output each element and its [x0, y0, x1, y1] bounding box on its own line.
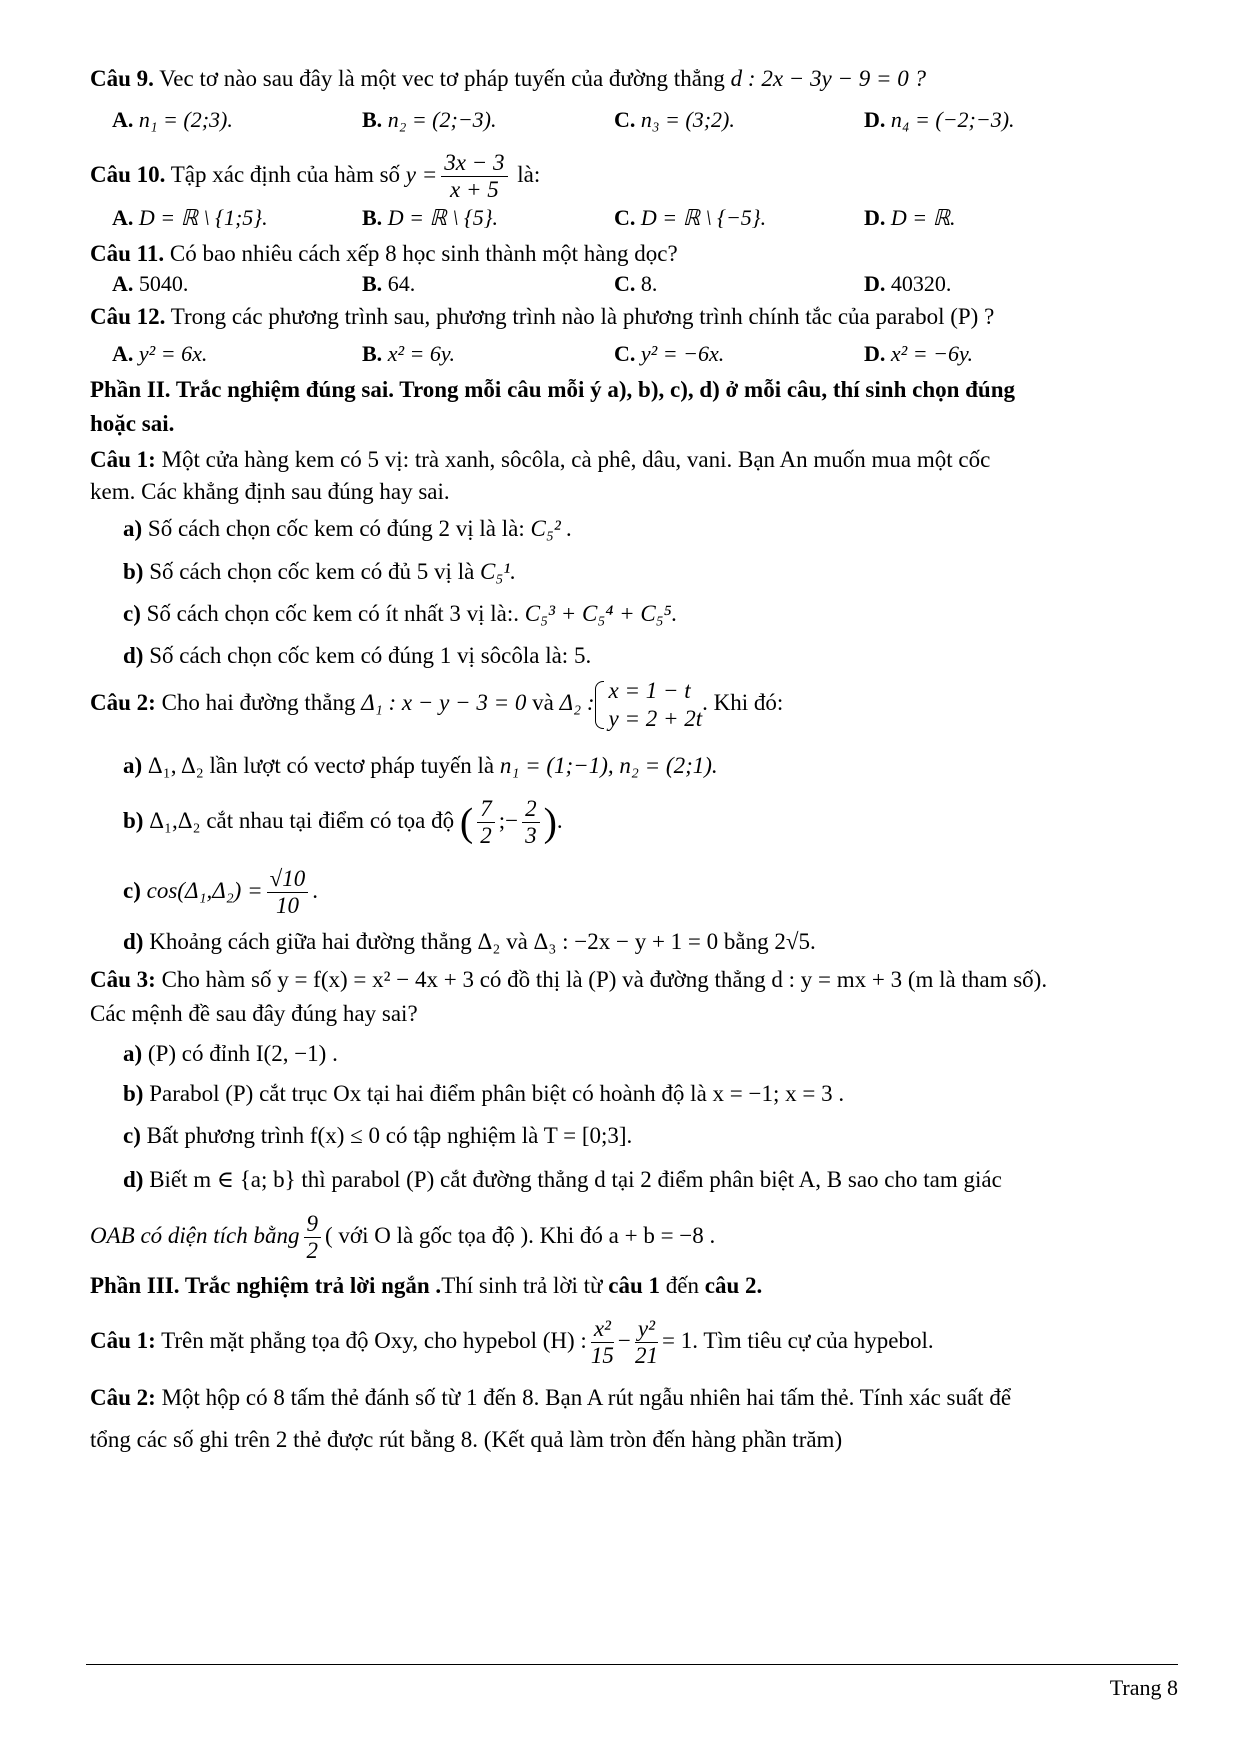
p2q1-a: a) Số cách chọn cốc kem có đúng 2 vị là là: C₅² . — [123, 516, 573, 541]
p2q3-d-cont: OAB có diện tích bằng $\frac{9}{2}$ ( với O là gốc tọa độ ). Khi đó a + b = −8 . — [90, 1211, 716, 1264]
q10-option-c: C. D = ℝ \ {−5}. — [614, 205, 767, 230]
p2q3-d: d) Biết m ∈ {a; b} thì parabol (P) cắt đường thẳng d tại 2 điểm phân biệt A, B sao cho tam giác — [123, 1167, 1002, 1192]
q10-stem: Câu 10. Tập xác định của hàm số y = $\frac{3x - 3}{x + 5}$ là: — [90, 150, 541, 203]
footer-divider — [86, 1664, 1178, 1665]
p2q3-stem-cont: Các mệnh đề sau đây đúng hay sai? — [90, 1001, 418, 1026]
p2q1-stem: Câu 1: Một cửa hàng kem có 5 vị: trà xanh, sôcôla, cà phê, dâu, vani. Bạn An muốn mua một cốc — [90, 447, 991, 472]
q10-fraction: $\frac{3x - 3}{x + 5}$ — [441, 150, 507, 203]
p3q2-stem: Câu 2: Một hộp có 8 tấm thẻ đánh số từ 1 đến 8. Bạn A rút ngẫu nhiên hai tấm thẻ. Tính xác suất để — [90, 1385, 1012, 1410]
q9-label: Câu 9. — [90, 66, 154, 91]
p2q3-c: c) Bất phương trình f(x) ≤ 0 có tập nghiệm là T = [0;3]. — [123, 1123, 633, 1148]
q9-stem: Câu 9. Vec tơ nào sau đây là một vec tơ pháp tuyến của đường thẳng d : 2x − 3y − 9 = 0 ? — [90, 66, 927, 91]
q10-option-b: B. D = ℝ \ {5}. — [362, 205, 499, 230]
p2q1-b: b) Số cách chọn cốc kem có đủ 5 vị là C₅¹. — [123, 559, 517, 584]
q9-option-b: B. n₂ = (2;−3). — [362, 107, 497, 132]
p2q2-stem: Câu 2: Cho hai đường thẳng Δ₁ : x − y − 3 = 0 và Δ₂ : x = 1 − t y = 2 + 2t . Khi đó: — [90, 677, 784, 731]
q12-option-b: B. x² = 6y. — [362, 341, 455, 366]
q9-option-a: A. n₁ = (2;3). — [112, 107, 233, 132]
q12-option-c: C. y² = −6x. — [614, 341, 725, 366]
q11-option-a: A. 5040. — [112, 271, 189, 296]
p2q3-b: b) Parabol (P) cắt trục Ox tại hai điểm phân biệt có hoành độ là x = −1; x = 3 . — [123, 1081, 845, 1106]
p3q2-stem-cont: tổng các số ghi trên 2 thẻ được rút bằng 8. (Kết quả làm tròn đến hàng phần trăm) — [90, 1427, 843, 1452]
part2-heading: Phần II. Trắc nghiệm đúng sai. Trong mỗi câu mỗi ý a), b), c), d) ở mỗi câu, thí sinh chọn đúng — [90, 377, 1016, 402]
p2q2-b: b) Δ₁,Δ₂ cắt nhau tại điểm có tọa độ ( $\frac{7}{2}$ ;− $\frac{2}{3}$ ). — [123, 796, 563, 849]
q11-option-c: C. 8. — [614, 271, 658, 296]
q11-option-d: D. 40320. — [864, 271, 952, 296]
q12-option-d: D. x² = −6y. — [864, 341, 973, 366]
p2q1-d: d) Số cách chọn cốc kem có đúng 1 vị sôcôla là: 5. — [123, 643, 592, 668]
q12-stem: Câu 12. Trong các phương trình sau, phương trình nào là phương trình chính tắc của parabol (P) ? — [90, 304, 995, 329]
p2q3-a: a) (P) có đỉnh I(2, −1) . — [123, 1041, 338, 1066]
p2q2-a: a) Δ₁, Δ₂ lần lượt có vectơ pháp tuyến là n₁ = (1;−1), n₂ = (2;1). — [123, 753, 718, 778]
page-number: Trang 8 — [1109, 1675, 1178, 1700]
q10-option-d: D. D = ℝ. — [864, 205, 956, 230]
part2-heading-cont: hoặc sai. — [90, 411, 175, 436]
p2q2-c: c) cos(Δ₁,Δ₂) = $\frac{√10}{10}$ . — [123, 866, 318, 919]
p2q3-stem: Câu 3: Cho hàm số y = f(x) = x² − 4x + 3 có đồ thị là (P) và đường thẳng d : y = mx + 3 (m là tham số). — [90, 967, 1048, 992]
p3q1-stem: Câu 1: Trên mặt phẳng tọa độ Oxy, cho hypebol (H) : $\frac{\text{x²}}{15}$ − $\frac{\text{y²}}{21}$ = 1. Tìm tiêu cự của hypebol. — [90, 1316, 934, 1369]
p2q2-system: x = 1 − t y = 2 + 2t — [595, 677, 703, 733]
p2q2-d: d) Khoảng cách giữa hai đường thẳng Δ₂ và Δ₃ : −2x − y + 1 = 0 bằng 2√5. — [123, 929, 816, 954]
part3-heading: Phần III. Trắc nghiệm trả lời ngắn .Thí sinh trả lời từ câu 1 đến câu 2. — [90, 1273, 763, 1298]
q12-option-a: A. y² = 6x. — [112, 341, 208, 366]
p2q1-stem-cont: kem. Các khẳng định sau đúng hay sai. — [90, 479, 450, 504]
q11-stem: Câu 11. Có bao nhiêu cách xếp 8 học sinh thành một hàng dọc? — [90, 241, 678, 266]
p2q1-c: c) Số cách chọn cốc kem có ít nhất 3 vị là:. C₅³ + C₅⁴ + C₅⁵. — [123, 601, 678, 626]
q9-option-d: D. n₄ = (−2;−3). — [864, 107, 1015, 132]
q10-option-a: A. D = ℝ \ {1;5}. — [112, 205, 268, 230]
q11-option-b: B. 64. — [362, 271, 416, 296]
q9-option-c: C. n₃ = (3;2). — [614, 107, 735, 132]
